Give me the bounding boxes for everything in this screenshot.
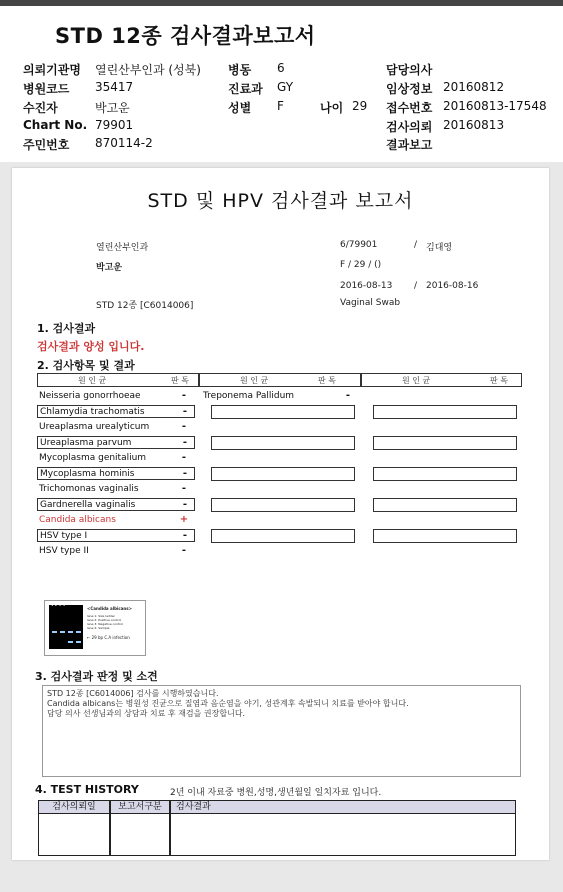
label-report-date: 결과보고 <box>386 138 433 152</box>
value-chart-no: 79901 <box>95 118 134 132</box>
organism-name: Mycoplasma hominis <box>40 469 135 479</box>
organism-row <box>37 436 195 449</box>
organism-name: Ureaplasma parvum <box>40 438 132 448</box>
empty-result-box <box>373 436 517 450</box>
empty-result-box <box>373 405 517 419</box>
report-header-band <box>0 0 563 162</box>
history-cell <box>170 814 516 856</box>
organism-result: - <box>182 530 188 541</box>
organism-row <box>37 467 195 480</box>
sheet-slash: / <box>414 281 418 291</box>
gel-legend-line: lane 4: Sample <box>87 626 110 630</box>
section-4-heading: 4. TEST HISTORY <box>35 783 139 796</box>
empty-result-box <box>211 436 355 450</box>
section-2-heading: 2. 검사항목 및 결과 <box>37 359 135 372</box>
history-cell <box>38 814 110 856</box>
organism-name: Chlamydia trachomatis <box>40 407 145 417</box>
organism-name: Treponema Pallidum <box>203 391 295 401</box>
organism-name: Gardnerella vaginalis <box>40 500 136 510</box>
organism-name: Trichomonas vaginalis <box>39 484 139 494</box>
label-ward: 병동 <box>228 63 252 77</box>
history-table <box>38 800 516 856</box>
section-3-heading: 3. 검사결과 판정 및 소견 <box>35 670 158 683</box>
finding-line: Candida albicans는 병원성 진균으로 질염과 음순염을 야기, 성관계후 속발되니 치료를 받아야 합니다. <box>47 699 409 708</box>
label-patient: 수진자 <box>23 101 58 115</box>
sheet-doctor: 김대영 <box>426 243 453 253</box>
empty-result-box <box>211 405 355 419</box>
label-resident-no: 주민번호 <box>23 138 70 152</box>
result-statement: 검사결과 양성 입니다. <box>37 340 145 353</box>
history-note: 2년 이내 자료중 병원,성명,생년월일 일치자료 입니다. <box>170 788 382 798</box>
gel-legend-line: lane 2: Positive control <box>87 618 122 622</box>
header-organism: 원 인 균 <box>240 376 269 385</box>
value-patient: 박고운 <box>95 101 130 115</box>
organism-name: Candida albicans <box>39 515 116 525</box>
value-age: 29 <box>352 99 368 113</box>
sheet-date1: 2016-08-13 <box>340 281 393 291</box>
header-judgement: 판 독 <box>318 376 336 385</box>
organism-name: Ureaplasma urealyticum <box>39 422 150 432</box>
organism-row <box>37 421 195 434</box>
gel-lane-numbers: 1 2 3 4 <box>51 602 65 607</box>
history-cell <box>110 814 170 856</box>
sheet-patient: 박고운 <box>96 263 123 273</box>
value-ward: 6 <box>277 61 285 75</box>
label-request-date: 검사의뢰 <box>386 120 433 134</box>
value-hospital-code: 35417 <box>95 80 134 94</box>
organism-name: HSV type II <box>39 546 89 556</box>
organism-row <box>201 390 359 403</box>
history-header-request-date: 검사의뢰일 <box>38 800 110 814</box>
label-sex: 성별 <box>228 101 252 115</box>
gel-marker: ← 29 bp C.A infection <box>87 635 130 640</box>
value-sex: F <box>277 99 284 113</box>
empty-result-box <box>373 529 517 543</box>
gel-title: <Candida albicans> <box>87 606 132 611</box>
label-chart-no: Chart No. <box>23 118 88 132</box>
label-department: 진료과 <box>228 82 263 96</box>
label-receipt-no: 접수번호 <box>386 101 433 115</box>
organism-name: Mycoplasma genitalium <box>39 453 147 463</box>
header-organism: 원 인 균 <box>402 376 431 385</box>
organism-row <box>37 529 195 542</box>
findings-box <box>42 685 521 777</box>
organism-row-positive <box>37 514 195 527</box>
value-department: GY <box>277 80 294 94</box>
organism-row <box>37 390 195 403</box>
empty-result-box <box>373 498 517 512</box>
history-header-report-type: 보고서구분 <box>110 800 170 814</box>
organism-row <box>37 545 195 558</box>
organism-row <box>37 498 195 511</box>
organism-name: Neisseria gonorrhoeae <box>39 391 141 401</box>
organism-result: - <box>181 452 187 463</box>
value-resident-no: 870114-2 <box>95 136 153 150</box>
sheet-hospital: 열린산부인과 <box>96 243 149 253</box>
empty-result-box <box>211 529 355 543</box>
empty-result-box <box>211 467 355 481</box>
top-border <box>0 0 563 6</box>
empty-result-box <box>211 498 355 512</box>
organism-result: - <box>182 406 188 417</box>
table-header-col1 <box>37 373 199 387</box>
table-header-col3 <box>361 373 522 387</box>
organism-result: - <box>345 390 351 401</box>
table-header-col2 <box>199 373 361 387</box>
label-hospital-code: 병원코드 <box>23 82 70 96</box>
gel-legend-line: lane 1: Size ladder <box>87 614 115 618</box>
organism-result: - <box>182 499 188 510</box>
sheet-chart-line: 6/79901 <box>340 240 378 250</box>
organism-result: - <box>182 437 188 448</box>
organism-result: - <box>181 545 187 556</box>
sheet-sex-age: F / 29 / () <box>340 260 382 270</box>
header-organism: 원 인 균 <box>78 376 107 385</box>
sheet-specimen: Vaginal Swab <box>340 298 401 308</box>
value-clinical-info: 20160812 <box>443 80 505 94</box>
history-header-result: 검사결과 <box>170 800 516 814</box>
value-receipt-no: 20160813-17548 <box>443 99 547 113</box>
organism-name: HSV type I <box>40 531 88 541</box>
header-judgement: 판 독 <box>171 376 189 385</box>
results-table <box>37 373 522 556</box>
label-clinic: 의뢰기관명 <box>23 63 81 77</box>
report-title: STD 12종 검사결과보고서 <box>55 24 316 48</box>
organism-row <box>37 405 195 418</box>
header-judgement: 판 독 <box>490 376 508 385</box>
organism-result: - <box>181 483 187 494</box>
organism-result: - <box>182 468 188 479</box>
gel-photo <box>49 605 83 649</box>
gel-legend-line: lane 3: Negative control <box>87 622 124 626</box>
finding-line: STD 12종 [C6014006] 검사를 시행하였습니다. <box>47 689 219 698</box>
sheet-title: STD 및 HPV 검사결과 보고서 <box>147 190 414 212</box>
organism-result: + <box>179 514 189 525</box>
label-clinical-info: 임상정보 <box>386 82 433 96</box>
label-doctor: 담당의사 <box>386 63 433 77</box>
organism-result: - <box>181 421 187 432</box>
sheet-date2: 2016-08-16 <box>426 281 479 291</box>
sheet-test-code: STD 12종 [C6014006] <box>96 301 194 311</box>
scanned-report-sheet <box>12 168 549 860</box>
organism-result: - <box>181 390 187 401</box>
value-request-date: 20160813 <box>443 118 505 132</box>
empty-result-box <box>373 467 517 481</box>
label-age: 나이 <box>320 101 344 115</box>
value-clinic: 열린산부인과 (성북) <box>95 63 201 77</box>
organism-row <box>37 483 195 496</box>
finding-line: 담당 의사 선생님과의 상담과 치료 후 재검을 권장합니다. <box>47 709 246 718</box>
section-1-heading: 1. 검사결과 <box>37 322 96 335</box>
gel-electrophoresis-image <box>44 600 146 656</box>
sheet-slash: / <box>414 240 418 250</box>
organism-row <box>37 452 195 465</box>
